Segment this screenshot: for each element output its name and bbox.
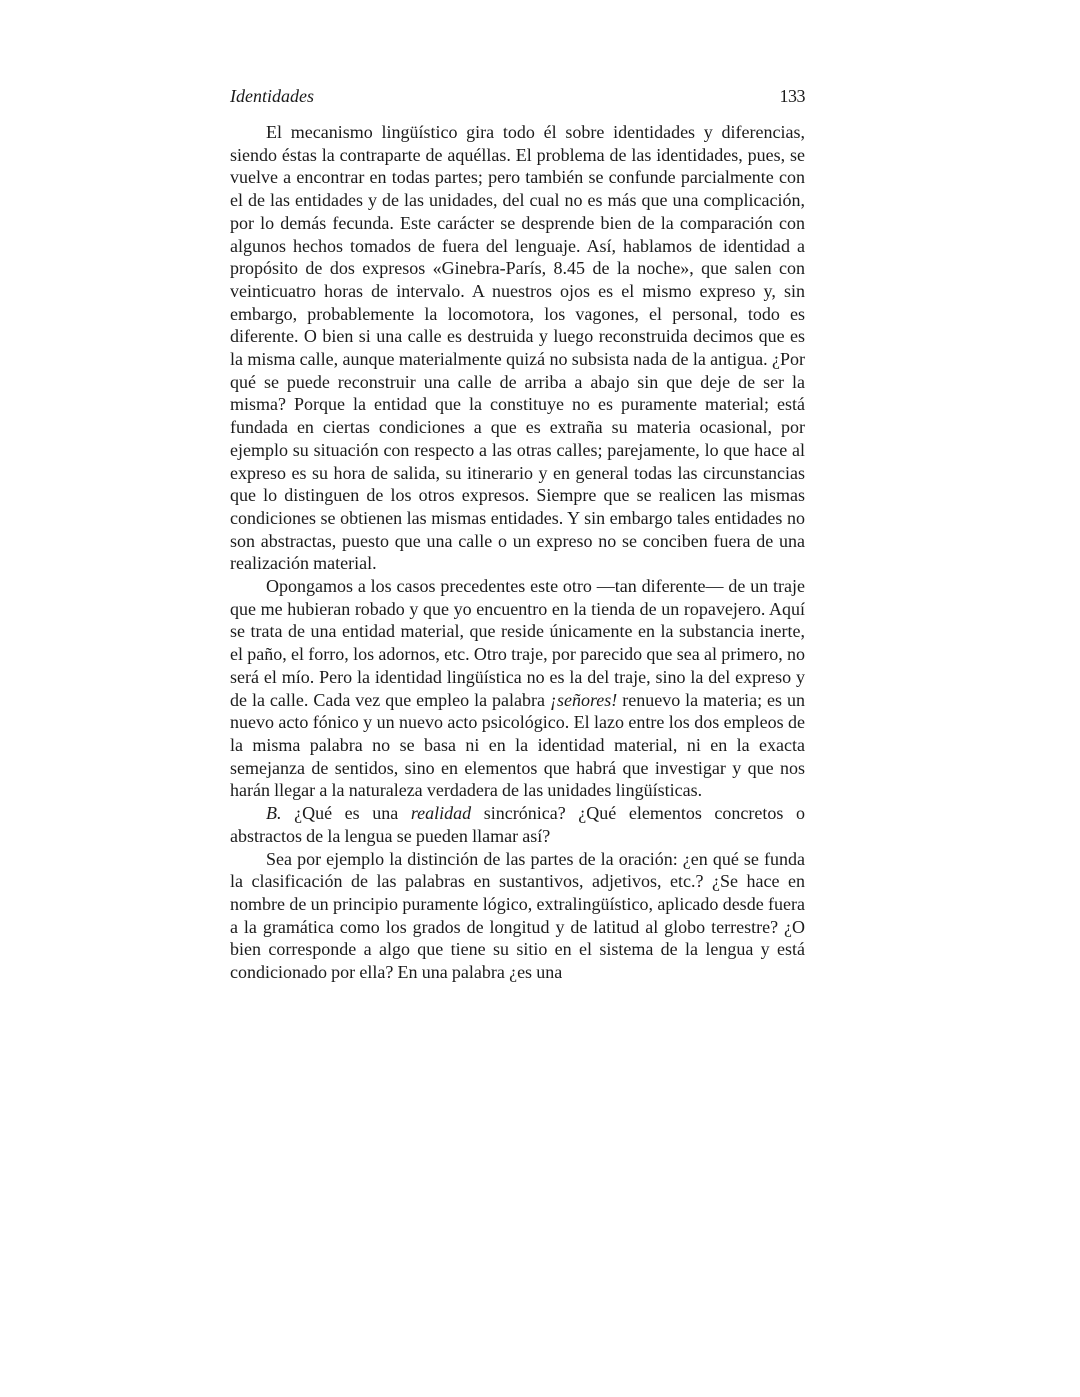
- running-header: [230, 85, 805, 107]
- italic-word: B.: [266, 803, 282, 824]
- italic-word: ¡señores!: [549, 689, 618, 710]
- text-run: El mecanismo lingüístico gira todo él sobre identidades y diferencias, siendo éstas la contraparte de aquéllas. El problema de las identidades, pues, se vuelve a encontrar en todas partes; pero también se confunde parcialmente con el de las entidades y de las unidades, del cual no es más que una complicación, por lo demás fecunda. Este carácter se desprende bien de la comparación con algunos hechos tomados de fuera del lenguaje. Así, hablamos de identidad a propósito de dos expresos «Ginebra-París, 8.45 de la noche», que salen con veinticuatro horas de intervalo. A nuestros ojos es el mismo expreso y, sin embargo, probablemente la locomotora, los vagones, el personal, todo es diferente. O bien si una calle es destruida y luego reconstruida decimos que es la misma calle, aunque materialmente quizá no subsista nada de la antigua. ¿Por qué se puede reconstruir una calle de arriba a abajo sin que deje de ser la misma? Porque la entidad que la constituye no es puramente material; está fundada en ciertas condiciones a que es extraña su materia ocasional, por ejemplo su situación con respecto a las otras calles; parejamente, lo que hace al expreso es su hora de salida, su itinerario y en general todas las circunstancias que lo distinguen de los otros expresos. Siempre que se realicen las mismas condiciones se obtienen las mismas entidades. Y sin embargo tales entidades no son abstractas, puesto que una calle o un expreso no se conciben fuera de una realización material.: [230, 122, 805, 574]
- text-run: Opongamos a los casos precedentes este otro —tan diferente— de un traje que me hubieran robado y que yo encuentro en la tienda de un ropavejero. Aquí se trata de una entidad material, que reside únicamente en la substancia inerte, el paño, el forro, los adornos, etc. Otro traje, por parecido que sea al primero, no será el mío. Pero la identidad lingüística no es la del traje, sino la del expreso y de la calle. Cada vez que empleo la palabra: [230, 576, 805, 710]
- text-run: sincrónica? ¿Qué elementos concretos o abstractos de la lengua se pueden llamar así?: [230, 803, 805, 846]
- italic-word: realidad: [410, 803, 472, 824]
- text-run: renuevo la materia; es un nuevo acto fónico y un nuevo acto psicológico. El lazo entre los dos empleos de la misma palabra no se basa ni en la identidad material, ni en la exacta semejanza de sentidos, sino en elementos que habrá que investigar y que nos harán llegar a la naturaleza verdadera de las unidades lingüísticas.: [230, 689, 805, 801]
- section-title: Identidades: [230, 86, 314, 106]
- text-run: Sea por ejemplo la distinción de las partes de la oración: ¿en qué se funda la clasificación de las palabras en sustantivos, adjetivos, etc.? ¿Se hace en nombre de un principio puramente lógico, extralingüístico, aplicado desde fuera a la gramática como los grados de longitud y de latitud al globo terrestre? ¿O bien corresponde a algo que tiene su sitio en el sistema de la lengua y está condicionado por ella? En una palabra ¿es una: [230, 848, 805, 983]
- paragraph-1: [230, 121, 805, 575]
- paragraph-2: [230, 575, 805, 802]
- text-run: ¿Qué es una: [281, 803, 411, 824]
- body-text: [230, 121, 805, 984]
- paragraph-4: [230, 848, 805, 984]
- page-number: 133: [779, 86, 805, 106]
- paragraph-3: [230, 802, 805, 847]
